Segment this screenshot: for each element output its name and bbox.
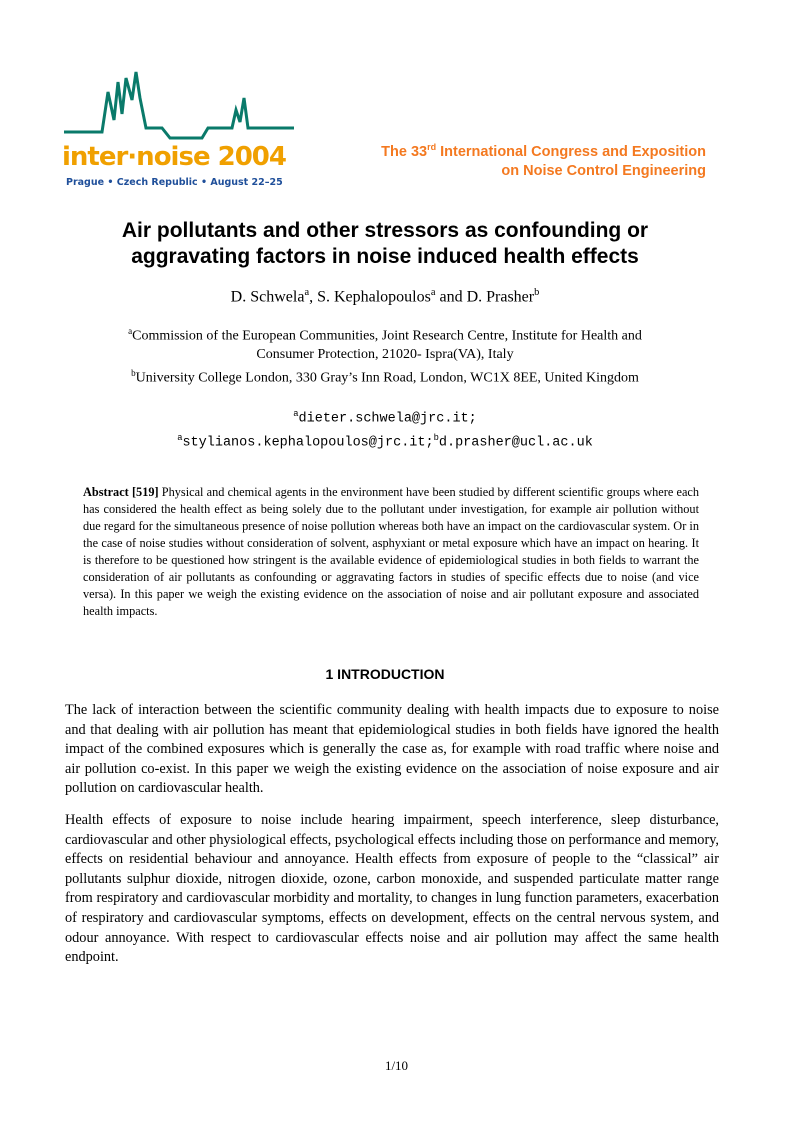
affiliations: $^a$Commission of the European Communities, Joint Research Centre, Institute for Health and Consumer Protection, 21020- Ispra(VA), Italy $^b$University College London, 330 Gray’s Inn Road, London, WC1X 8EE, United Kingdom: [128, 326, 642, 386]
congress-heading: The 33rd International Congress and Exposition on Noise Control Engineering: [381, 142, 706, 179]
abstract: [83, 484, 699, 620]
email-addresses: $^a$dieter.schwela@jrc.it; $^a$stylianos.kephalopoulos@jrc.it;$^b$d.prasher@ucl.ac.uk: [177, 409, 593, 450]
abstract-text: Physical and chemical agents in the environment have been studied by different scientific groups where each has considered the health effect as being solely due to the pollutant under investigation, for example air pollution without due regard for the simultaneous presence of noise pollution whereas both have an impact on the cardiovascular system. Or in the case of noise studies without consideration of solvent, asphyxiant or metal exposure which have an impact on hearing. It is therefore to be questioned how stringent is the available evidence of epidemiological studies in both fields to warrant the consideration of air pollutants as confounding or aggravating factors in studies of specific effects due to noise (and vice versa). In this paper we weigh the existing evidence on the association of noise and air pollutant exposure and associated health impacts.: [83, 485, 700, 618]
logo-tagline: Prague • Czech Republic • August 22–25: [66, 177, 283, 188]
paper-title: Air pollutants and other stressors as confounding or aggravating factors in noise induced health effects: [121, 219, 649, 268]
abstract-label: Abstract [519]: [83, 485, 159, 499]
skyline-icon: [62, 70, 294, 150]
email-link[interactable]: d.prasher@ucl.ac.uk: [438, 435, 593, 450]
author-list: D. Schwela$^a$, S. Kephalopoulos$^a$ and D. Prasher$^b$: [230, 287, 540, 306]
page-number: 1/10: [384, 1058, 409, 1073]
paragraph: Health effects of exposure to noise include hearing impairment, speech interference, sleep disturbance, cardiovascular and other physiological effects, psychological effects including those on performance and memory, effects on residential behaviour and annoyance. Health effects from exposure of people to the “classical” air pollutants sulphur dioxide, nitrogen dioxide, ozone, carbon monoxide, and suspended particulate matter range from respiratory and cardiovascular morbidity and mortality, to changes in lung function parameters, exacerbation of respiratory and cardiovascular symptoms, effects on development, effects on the central nervous system, and odour annoyance. With respect to cardiovascular effects noise and air pollution may affect the same health endpoint.: [65, 812, 719, 966]
email-link[interactable]: dieter.schwela@jrc.it;: [298, 411, 477, 427]
logo-title: inter·noise 2004: [62, 142, 286, 172]
section-heading: 1 INTRODUCTION: [325, 666, 445, 682]
paragraph: The lack of interaction between the scientific community dealing with health impacts due to exposure to noise and that dealing with air pollution has meant that epidemiological studies in both fields have ignored the health impact of the combined exposures which is generally the case as, for example with road traffic where noise and air pollution co-exist. In this paper we weigh the existing evidence on the association of noise exposure and air pollution on cardiovascular health.: [65, 702, 719, 797]
conference-logo: [62, 70, 294, 195]
email-link[interactable]: stylianos.kephalopoulos@jrc.it;: [182, 435, 434, 450]
